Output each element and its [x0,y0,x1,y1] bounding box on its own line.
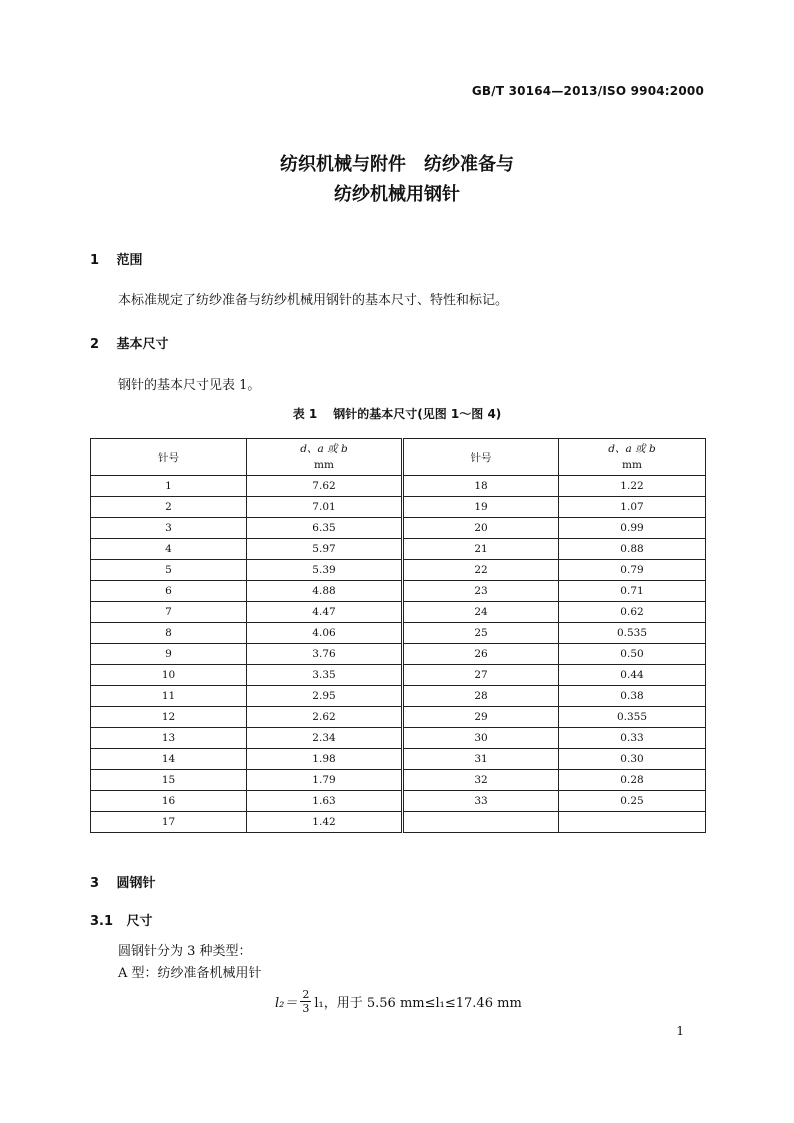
needle-number-cell: 14 [91,749,247,770]
standard-code: GB/T 30164—2013/ISO 9904:2000 [471,84,704,98]
needle-number-cell: 32 [403,770,559,791]
table-row [91,581,706,602]
section-1-text: 本标准规定了纺纱准备与纺纱机械用钢针的基本尺寸、特性和标记。 [118,293,509,308]
needle-number-cell: 23 [403,581,559,602]
needle-number-cell: 29 [403,707,559,728]
table-row [91,518,706,539]
dimension-value-cell: 0.30 [559,749,706,770]
needle-number-cell: 15 [91,770,247,791]
needle-number-cell: 28 [403,686,559,707]
table-row [91,728,706,749]
page-number: 1 [676,1024,684,1038]
needle-number-cell: 2 [91,497,247,518]
title-line-1: 纺织机械与附件 纺纱准备与 [280,154,514,175]
title-line-2: 纺纱机械用钢针 [334,184,460,205]
table-row [91,539,706,560]
section-3-1-text-2: A 型：纺纱准备机械用针 [118,966,262,981]
needle-number-cell: 31 [403,749,559,770]
dimension-value-cell: 5.97 [247,539,403,560]
needle-number-cell: 25 [403,623,559,644]
formula-rhs: l₁，用于 5.56 mm≤l₁≤17.46 mm [314,996,522,1011]
length-formula [275,988,522,1015]
table-row [91,623,706,644]
needle-number-cell: 7 [91,602,247,623]
needle-number-cell: 16 [91,791,247,812]
needle-number-cell [403,812,559,833]
section-2-title: 基本尺寸 [116,337,169,352]
needle-number-cell: 4 [91,539,247,560]
needle-number-cell: 6 [91,581,247,602]
dimension-value-cell: 7.01 [247,497,403,518]
dimension-value-cell: 0.79 [559,560,706,581]
table-row [91,812,706,833]
table-row [91,497,706,518]
dimension-value-cell: 1.42 [247,812,403,833]
header-number-left: 针号 [91,439,247,476]
dimension-value-cell: 4.06 [247,623,403,644]
needle-number-cell: 18 [403,476,559,497]
dimension-value-cell: 2.62 [247,707,403,728]
dimension-value-cell: 0.25 [559,791,706,812]
document-title [0,150,794,210]
table-row [91,770,706,791]
section-3-1-number: 3.1 [90,914,114,929]
table-row [91,749,706,770]
section-2-heading [90,333,169,352]
dimension-value-cell: 0.44 [559,665,706,686]
needle-number-cell: 30 [403,728,559,749]
formula-fraction [300,988,311,1015]
needle-number-cell: 17 [91,812,247,833]
needle-number-cell: 11 [91,686,247,707]
dimensions-table [90,438,706,833]
section-3-1-text-1: 圆钢针分为 3 种类型： [118,944,252,959]
header-number-right: 针号 [403,439,559,476]
section-2-text: 钢针的基本尺寸见表 1。 [118,378,261,393]
section-1-heading [90,249,143,268]
needle-number-cell: 24 [403,602,559,623]
dimension-value-cell: 0.535 [559,623,706,644]
needle-number-cell: 12 [91,707,247,728]
table-caption [0,405,794,422]
header-dim-right [559,439,706,476]
dimension-value-cell [559,812,706,833]
needle-number-cell: 27 [403,665,559,686]
needle-number-cell: 20 [403,518,559,539]
formula-fraction-denominator: 3 [302,1002,310,1015]
dimension-value-cell: 6.35 [247,518,403,539]
header-dim-unit-left: mm [314,459,334,471]
dimension-value-cell: 0.28 [559,770,706,791]
dimension-value-cell: 1.07 [559,497,706,518]
dimension-value-cell: 0.88 [559,539,706,560]
needle-number-cell: 10 [91,665,247,686]
section-2-number: 2 [90,337,100,352]
dimension-value-cell: 1.63 [247,791,403,812]
dimension-value-cell: 2.34 [247,728,403,749]
dimension-value-cell: 5.39 [247,560,403,581]
needle-number-cell: 13 [91,728,247,749]
table-row [91,707,706,728]
table-row [91,686,706,707]
dimension-value-cell: 2.95 [247,686,403,707]
dimension-value-cell: 3.35 [247,665,403,686]
dimension-value-cell: 0.99 [559,518,706,539]
dimension-value-cell: 0.50 [559,644,706,665]
formula-lhs: l₂＝ [275,996,298,1011]
table-row [91,602,706,623]
formula-fraction-numerator: 2 [302,988,310,1001]
header-dim-symbols-right: d、a 或 b [608,443,656,455]
header-dim-symbols-left: d、a 或 b [300,443,348,455]
needle-number-cell: 3 [91,518,247,539]
needle-number-cell: 21 [403,539,559,560]
table-row [91,476,706,497]
needle-number-cell: 5 [91,560,247,581]
table-caption-title: 钢针的基本尺寸(见图 1～图 4) [333,407,502,421]
dimension-value-cell: 4.47 [247,602,403,623]
table-row [91,644,706,665]
table-row [91,791,706,812]
section-1-number: 1 [90,253,100,268]
table-caption-label: 表 1 [292,407,318,421]
header-dim-unit-right: mm [622,459,642,471]
needle-number-cell: 1 [91,476,247,497]
section-3-title: 圆钢针 [116,876,156,891]
header-dim-left [247,439,403,476]
section-3-heading [90,872,156,891]
needle-number-cell: 9 [91,644,247,665]
table-row [91,665,706,686]
dimension-value-cell: 0.71 [559,581,706,602]
needle-number-cell: 8 [91,623,247,644]
dimension-value-cell: 3.76 [247,644,403,665]
section-3-1-heading [90,910,153,929]
section-3-number: 3 [90,876,100,891]
dimension-value-cell: 0.355 [559,707,706,728]
dimension-value-cell: 1.98 [247,749,403,770]
needle-number-cell: 19 [403,497,559,518]
dimension-value-cell: 4.88 [247,581,403,602]
needle-number-cell: 33 [403,791,559,812]
needle-number-cell: 22 [403,560,559,581]
dimension-value-cell: 7.62 [247,476,403,497]
table-row [91,560,706,581]
section-1-title: 范围 [116,253,143,268]
dimension-value-cell: 0.33 [559,728,706,749]
dimension-value-cell: 1.22 [559,476,706,497]
dimension-value-cell: 0.62 [559,602,706,623]
section-3-1-title: 尺寸 [126,914,153,929]
needle-number-cell: 26 [403,644,559,665]
dimension-value-cell: 1.79 [247,770,403,791]
dimension-value-cell: 0.38 [559,686,706,707]
